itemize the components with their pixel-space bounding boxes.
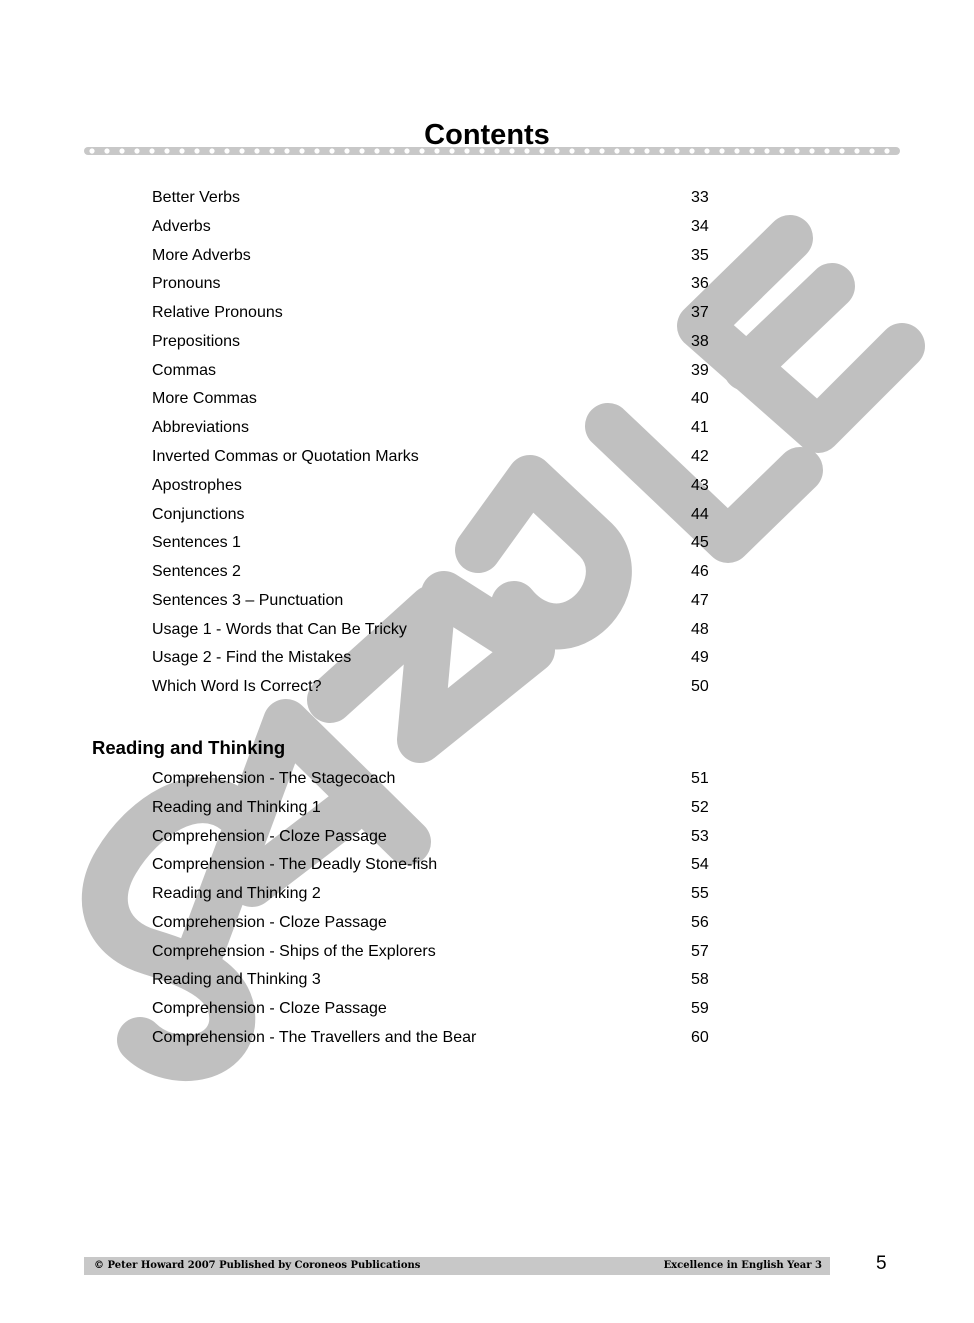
- toc-entry-title: Relative Pronouns: [152, 304, 283, 322]
- toc-entry: [0, 968, 974, 992]
- toc-entry-title: Better Verbs: [152, 189, 241, 206]
- toc-entry-title: Usage 2 - Find the Mistakes: [152, 649, 352, 667]
- toc-entry-title: Sentences 3 – Punctuation: [152, 591, 344, 609]
- toc-entry: [0, 911, 974, 935]
- toc-entry-title: Commas: [152, 361, 217, 379]
- toc-entry-title: Prepositions: [152, 332, 241, 350]
- page-title: Contents: [424, 119, 550, 151]
- toc-entry-page-number: 57: [691, 942, 709, 960]
- toc-entry-title: Which Word Is Correct?: [152, 678, 322, 696]
- toc-entry: [0, 560, 974, 584]
- toc-entry-title: Comprehension - The Stagecoach: [152, 770, 396, 787]
- toc-entry-page-number: 42: [691, 448, 709, 466]
- toc-entry-title: Conjunctions: [152, 505, 245, 523]
- toc-entry-title: Inverted Commas or Quotation Marks: [152, 448, 419, 466]
- toc-entry: [0, 503, 974, 527]
- toc-entry-page-number: 49: [691, 649, 709, 667]
- toc-entry-page-number: 51: [691, 770, 709, 787]
- toc-entry-page-number: 38: [691, 332, 709, 350]
- toc-entry: [0, 445, 974, 469]
- toc-entry-title: Sentences 1: [152, 534, 241, 552]
- toc-entry-page-number: 39: [691, 361, 709, 379]
- toc-entry-title: Apostrophes: [152, 476, 242, 494]
- toc-entry-title: Comprehension - Cloze Passage: [152, 913, 387, 931]
- toc-entry: [0, 531, 974, 555]
- toc-entry-page-number: 55: [691, 885, 709, 903]
- toc-entry-title: Pronouns: [152, 275, 221, 293]
- toc-entry: [0, 186, 974, 210]
- toc-entry-title: Comprehension - Cloze Passage: [152, 827, 387, 845]
- toc-entry-title: Abbreviations: [152, 419, 249, 437]
- toc-entry-page-number: 56: [691, 913, 709, 931]
- toc-entry-page-number: 43: [691, 476, 709, 494]
- toc-entry-page-number: 59: [691, 1000, 709, 1018]
- toc-entry-page-number: 60: [691, 1029, 709, 1047]
- toc-entry-title: Adverbs: [152, 217, 211, 235]
- toc-entry-title: Reading and Thinking 3: [152, 971, 321, 989]
- watermark-letter-e-mid: [746, 286, 832, 368]
- toc-entry-page-number: 45: [691, 534, 709, 552]
- toc-entry-page-number: 58: [691, 971, 709, 989]
- toc-entry-page-number: 44: [691, 505, 709, 523]
- toc-entry-page-number: 34: [691, 217, 709, 235]
- toc-entry: [0, 882, 974, 906]
- toc-entry-title: More Commas: [152, 390, 257, 408]
- toc-entry: [0, 646, 974, 670]
- toc-entry-page-number: 52: [691, 798, 709, 816]
- toc-entry-page-number: 47: [691, 591, 709, 609]
- toc-entry-title: Usage 1 - Words that Can Be Tricky: [152, 620, 407, 638]
- toc-entry-page-number: 37: [691, 304, 709, 322]
- toc-entry: [0, 272, 974, 296]
- toc-entry-title: Comprehension - Ships of the Explorers: [152, 942, 436, 960]
- footer-book-title: Excellence in English Year 3: [663, 1260, 822, 1271]
- toc-entry: [0, 244, 974, 268]
- section-heading-reading-and-thinking: Reading and Thinking: [92, 737, 286, 758]
- toc-entry: [0, 474, 974, 498]
- toc-entry-page-number: 36: [691, 275, 709, 293]
- toc-entry: [0, 796, 974, 820]
- toc-entry: [0, 767, 974, 791]
- toc-entry: [0, 359, 974, 383]
- toc-entry-title: More Adverbs: [152, 246, 251, 264]
- toc-entry: [0, 675, 974, 699]
- toc-entry-title: Sentences 2: [152, 563, 241, 581]
- toc-entry-title: Comprehension - The Deadly Stone-fish: [152, 856, 438, 874]
- toc-entry: [0, 387, 974, 411]
- toc-entry-title: Reading and Thinking 1: [152, 798, 321, 816]
- toc-entry: [0, 301, 974, 325]
- toc-entry-page-number: 33: [691, 189, 709, 206]
- toc-entry-page-number: 40: [691, 390, 709, 408]
- toc-entry: [0, 1026, 974, 1050]
- toc-entry: [0, 825, 974, 849]
- toc-entry-page-number: 48: [691, 620, 709, 638]
- toc-entry-page-number: 53: [691, 827, 709, 845]
- toc-entry-page-number: 54: [691, 856, 709, 874]
- toc-entry: [0, 853, 974, 877]
- toc-entry-page-number: 41: [691, 419, 709, 437]
- toc-entry: [0, 589, 974, 613]
- toc-entry: [0, 997, 974, 1021]
- footer-copyright: © Peter Howard 2007 Published by Coroneos Publications: [94, 1260, 421, 1271]
- toc-entry: [0, 416, 974, 440]
- toc-entry: [0, 330, 974, 354]
- toc-entry: [0, 618, 974, 642]
- toc-entry-title: Reading and Thinking 2: [152, 885, 321, 903]
- toc-entry-title: Comprehension - The Travellers and the Bear: [152, 1029, 477, 1047]
- toc-entry-page-number: 50: [691, 678, 709, 696]
- toc-entry-page-number: 46: [691, 563, 709, 581]
- footer-bar: [84, 1257, 830, 1275]
- toc-entry: [0, 215, 974, 239]
- toc-entry-title: Comprehension - Cloze Passage: [152, 1000, 387, 1018]
- toc-entry-page-number: 35: [691, 246, 709, 264]
- toc-entry: [0, 940, 974, 964]
- page-number: 5: [876, 1253, 887, 1274]
